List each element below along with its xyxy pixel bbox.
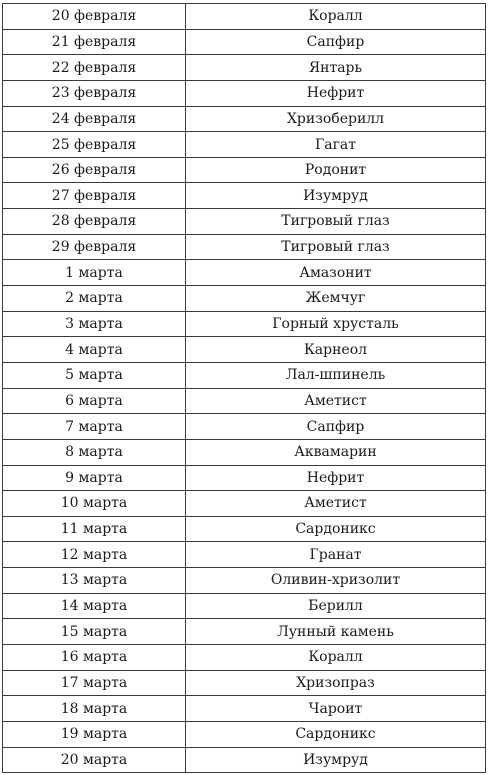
table-row	[3, 286, 486, 312]
table-row	[3, 516, 486, 542]
stone-cell: Амазонит	[186, 260, 486, 286]
date-cell: 1 марта	[3, 260, 186, 286]
date-cell: 7 марта	[3, 414, 186, 440]
table-row	[3, 234, 486, 260]
table-row	[3, 414, 486, 440]
table-row	[3, 439, 486, 465]
date-cell: 23 февраля	[3, 80, 186, 106]
stone-cell: Коралл	[186, 4, 486, 30]
date-cell: 14 марта	[3, 593, 186, 619]
table-row	[3, 260, 486, 286]
date-cell: 6 марта	[3, 388, 186, 414]
stone-cell: Гранат	[186, 542, 486, 568]
date-cell: 16 марта	[3, 645, 186, 671]
stone-cell: Сапфир	[186, 29, 486, 55]
date-cell: 5 марта	[3, 362, 186, 388]
table-row	[3, 4, 486, 30]
stone-cell: Чароит	[186, 696, 486, 722]
stone-cell: Гагат	[186, 132, 486, 158]
date-cell: 9 марта	[3, 465, 186, 491]
stone-cell: Сардоникс	[186, 516, 486, 542]
table-row	[3, 645, 486, 671]
table-row	[3, 362, 486, 388]
table-row	[3, 183, 486, 209]
table-row	[3, 209, 486, 235]
date-cell: 19 марта	[3, 721, 186, 747]
stone-cell: Нефрит	[186, 80, 486, 106]
table-row	[3, 593, 486, 619]
stone-cell: Изумруд	[186, 747, 486, 773]
date-cell: 15 марта	[3, 619, 186, 645]
stone-cell: Янтарь	[186, 55, 486, 81]
stone-cell: Лал-шпинель	[186, 362, 486, 388]
stone-cell: Горный хрусталь	[186, 311, 486, 337]
stone-cell: Лунный камень	[186, 619, 486, 645]
stone-cell: Изумруд	[186, 183, 486, 209]
date-cell: 8 марта	[3, 439, 186, 465]
date-cell: 4 марта	[3, 337, 186, 363]
date-cell: 25 февраля	[3, 132, 186, 158]
date-cell: 11 марта	[3, 516, 186, 542]
stone-cell: Тигровый глаз	[186, 234, 486, 260]
stone-cell: Жемчуг	[186, 286, 486, 312]
stone-cell: Аметист	[186, 388, 486, 414]
table-row	[3, 311, 486, 337]
table-row	[3, 619, 486, 645]
date-cell: 24 февраля	[3, 106, 186, 132]
date-cell: 13 марта	[3, 568, 186, 594]
table-row	[3, 157, 486, 183]
table-row	[3, 696, 486, 722]
date-cell: 12 марта	[3, 542, 186, 568]
date-cell: 27 февраля	[3, 183, 186, 209]
date-cell: 18 марта	[3, 696, 186, 722]
stone-cell: Хризопраз	[186, 670, 486, 696]
stone-cell: Тигровый глаз	[186, 209, 486, 235]
table-row	[3, 670, 486, 696]
date-cell: 29 февраля	[3, 234, 186, 260]
date-cell: 20 марта	[3, 747, 186, 773]
date-cell: 2 марта	[3, 286, 186, 312]
table-row	[3, 721, 486, 747]
table-row	[3, 568, 486, 594]
table-row	[3, 132, 486, 158]
table-row	[3, 29, 486, 55]
table-row	[3, 106, 486, 132]
stone-cell: Родонит	[186, 157, 486, 183]
stone-cell: Сардоникс	[186, 721, 486, 747]
table-row	[3, 465, 486, 491]
table-body	[3, 4, 486, 773]
stone-cell: Аметист	[186, 491, 486, 517]
stone-cell: Сапфир	[186, 414, 486, 440]
date-cell: 3 марта	[3, 311, 186, 337]
stone-cell: Нефрит	[186, 465, 486, 491]
date-cell: 21 февраля	[3, 29, 186, 55]
table-row	[3, 337, 486, 363]
date-cell: 20 февраля	[3, 4, 186, 30]
table-row	[3, 388, 486, 414]
table-row	[3, 491, 486, 517]
date-cell: 26 февраля	[3, 157, 186, 183]
stone-cell: Аквамарин	[186, 439, 486, 465]
table-row	[3, 55, 486, 81]
stone-cell: Карнеол	[186, 337, 486, 363]
stone-cell: Берилл	[186, 593, 486, 619]
stone-cell: Оливин-хризолит	[186, 568, 486, 594]
table-row	[3, 542, 486, 568]
table-row	[3, 80, 486, 106]
date-cell: 10 марта	[3, 491, 186, 517]
date-cell: 28 февраля	[3, 209, 186, 235]
stone-cell: Коралл	[186, 645, 486, 671]
date-cell: 17 марта	[3, 670, 186, 696]
birthstone-table	[2, 3, 486, 773]
table-row	[3, 747, 486, 773]
stone-cell: Хризоберилл	[186, 106, 486, 132]
date-cell: 22 февраля	[3, 55, 186, 81]
